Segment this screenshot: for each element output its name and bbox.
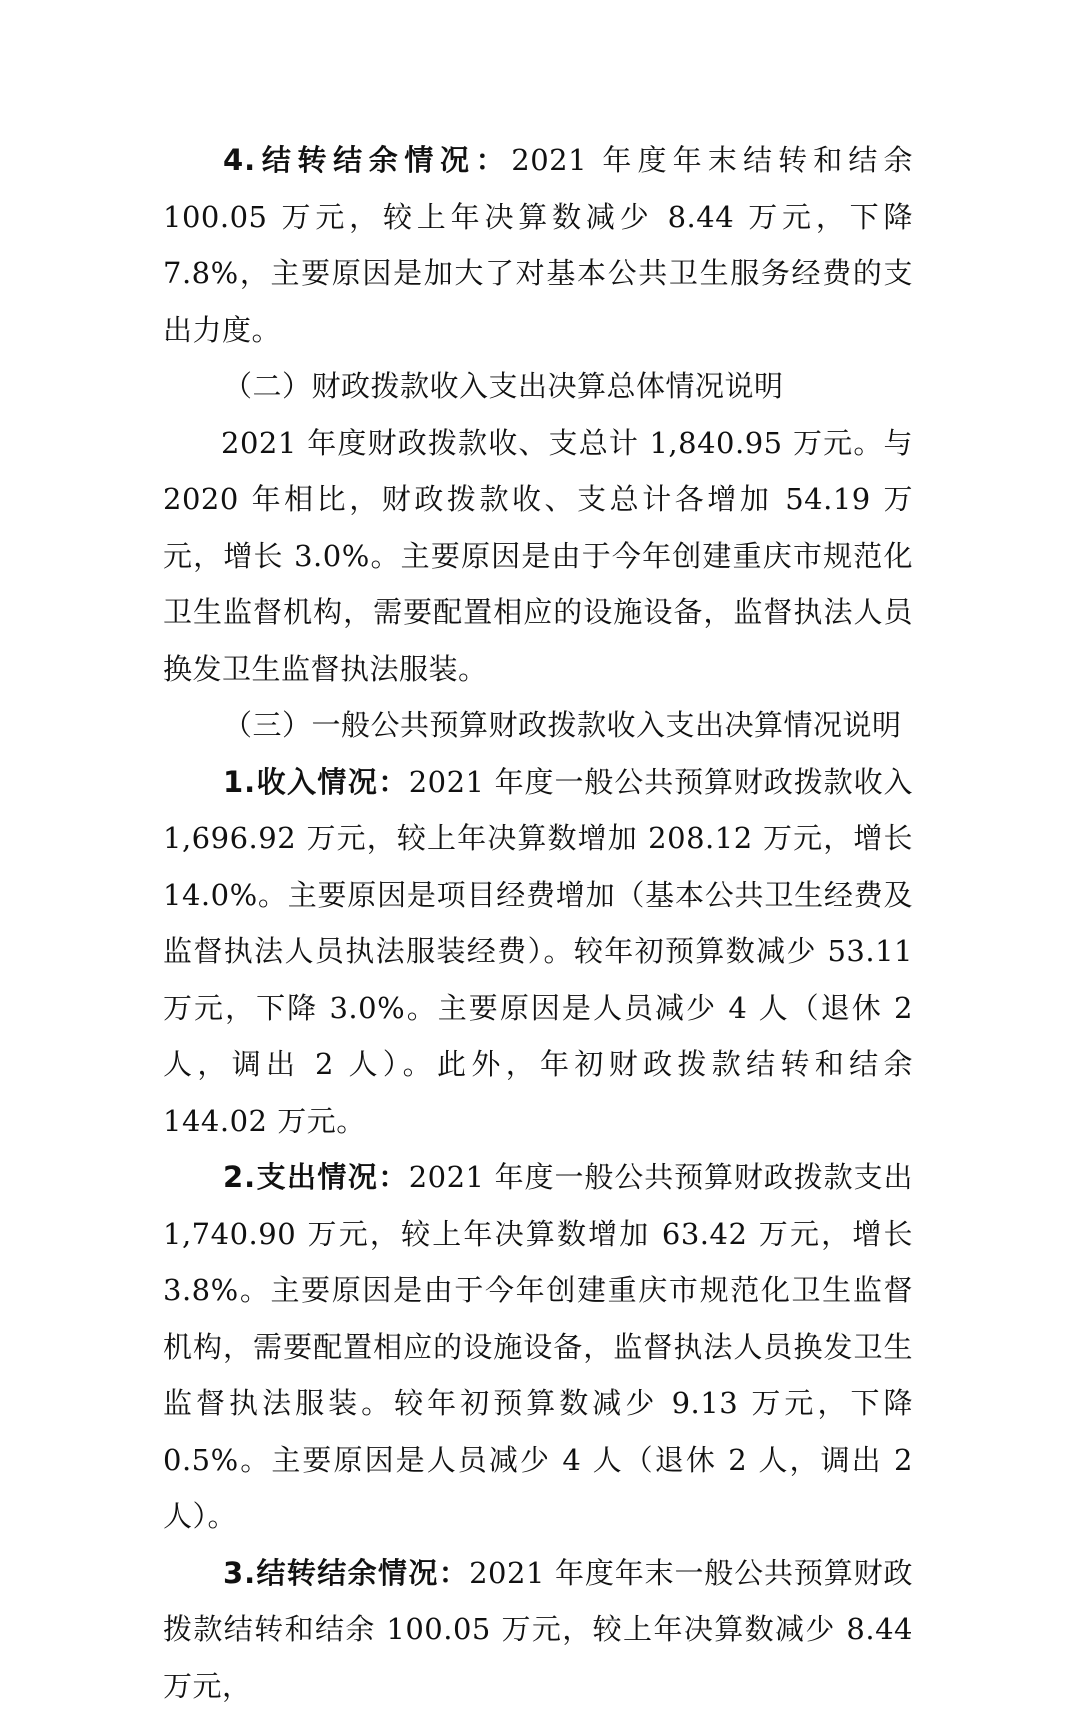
paragraph-text: 2021 年度一般公共预算财政拨款收入 1,696.92 万元，较上年决算数增加 208.12 万元，增长 14.0%。主要原因是项目经费增加（基本公共卫生经费及监督执法人员执法服装经费）。较年初预算数减少 53.11 万元，下降 3.0%。主要原因是人员减少 4 人（退休 2 人，调出 2 人）。此外，年初财政拨款结转和结余 144.02 万元。: [163, 765, 913, 1138]
paragraph-label: 3.结转结余情况：: [223, 1556, 469, 1590]
paragraph-label: 2.支出情况：: [223, 1160, 409, 1194]
section-heading-general-budget: （三）一般公共预算财政拨款收入支出决算情况说明: [163, 697, 913, 754]
paragraph-text: 2021 年度一般公共预算财政拨款支出 1,740.90 万元，较上年决算数增加 63.42 万元，增长 3.8%。主要原因是由于今年创建重庆市规范化卫生监督机构，需要配置相应的设施设备，监督执法人员换发卫生监督执法服装。较年初预算数减少 9.13 万元，下降 0.5%。主要原因是人员减少 4 人（退休 2 人，调出 2 人）。: [163, 1160, 913, 1533]
document-body: [163, 132, 913, 1714]
paragraph-income: [163, 754, 913, 1150]
section-heading-fiscal-overview: （二）财政拨款收入支出决算总体情况说明: [163, 358, 913, 415]
paragraph-text: 2021 年度年末结转和结余 100.05 万元，较上年决算数减少 8.44 万元，下降 7.8%，主要原因是加大了对基本公共卫生服务经费的支出力度。: [163, 143, 913, 347]
paragraph-carryover-balance: [163, 132, 913, 358]
paragraph-general-carryover: [163, 1545, 913, 1714]
paragraph-label: 4.结转结余情况：: [223, 143, 511, 177]
paragraph-expenditure: [163, 1149, 913, 1545]
paragraph-label: 1.收入情况：: [223, 765, 409, 799]
paragraph-text: 2021 年度年末一般公共预算财政拨款结转和结余 100.05 万元，较上年决算数减少 8.44 万元，: [163, 1556, 913, 1703]
paragraph-fiscal-overview: 2021 年度财政拨款收、支总计 1,840.95 万元。与 2020 年相比，财政拨款收、支总计各增加 54.19 万元，增长 3.0%。主要原因是由于今年创建重庆市规范化卫生监督机构，需要配置相应的设施设备，监督执法人员换发卫生监督执法服装。: [163, 415, 913, 698]
